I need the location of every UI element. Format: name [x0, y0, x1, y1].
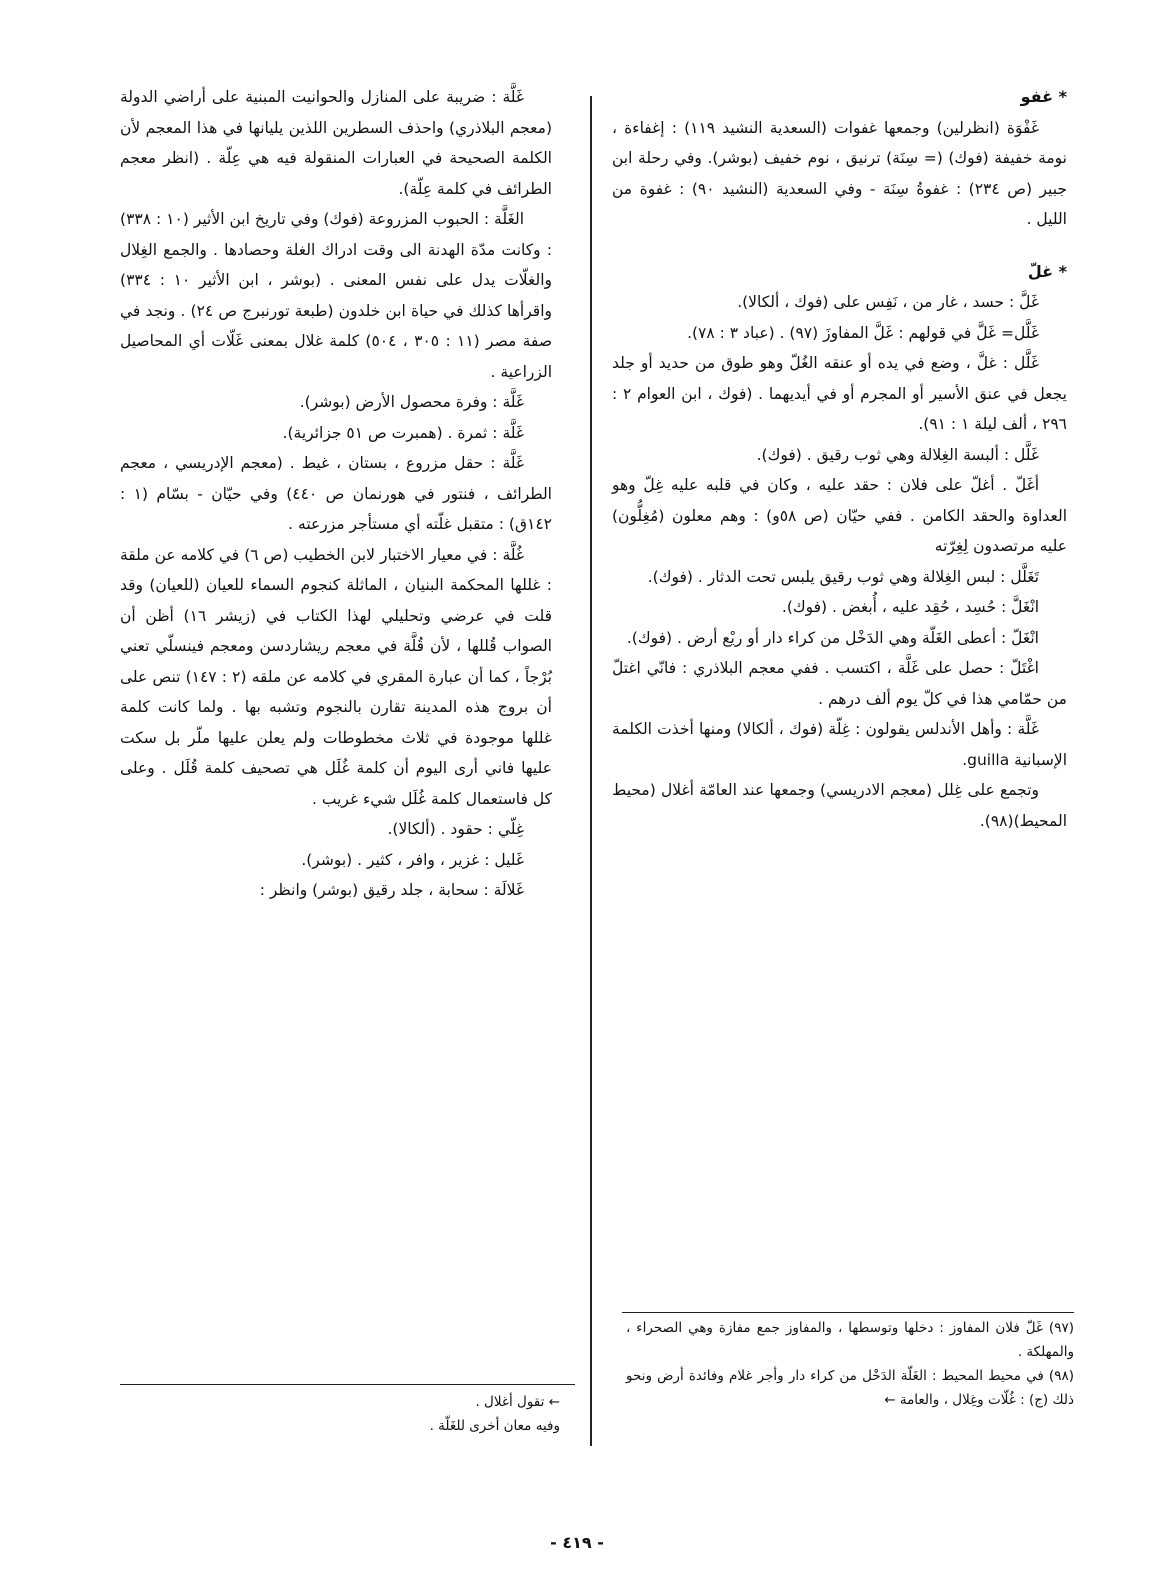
entry-ghafw-text: غَفْوَة (انظرلين) وجمعها غفوات (السعدية النشيد ١١٩) : إغفاءة ، نومة خفيفة (فوك) (= سِنَة) ترنيق ، نوم خفيف (بوشر). وفي رحلة ابن جبير (ص ٢٣٤) : غفوةُ سِنَة - وفي السعدية (النشيد ٩٠) : غفوة من الليل .: [612, 118, 1067, 228]
entry-paragraph: اغْتَلّ : حصل على غَلَّة ، اكتسب . ففي معجم البلاذري : فانّي اغتلّ من حمّامي هذا في كلّ يوم ألف درهم .: [612, 659, 1067, 708]
entry-heading-ghafw: * غفو: [1020, 87, 1067, 106]
entry-paragraph: أغَلّ . أغلّ على فلان : حقد عليه ، وكان في قلبه عليه غِلّ وهو العداوة والحقد الكامن . ففي حيّان (ص ٥٨و) : وهم معلون (مُغِلُّون) عليه مرتصدون لِغِرّته: [612, 476, 1067, 555]
footnote-98: (٩٨) في محيط المحيط : الغَلّة الدَخْل من كراء دار وأجر غلام وفائدة أرض ونحو ذلك (ج) : غُلّات وغِلال ، والعامة ←: [626, 1368, 1074, 1408]
column-divider: [590, 96, 592, 1446]
entry-paragraph: تَغَلَّل : لبس الغِلالة وهي ثوب رقيق يلبس تحت الدثار . (فوك).: [647, 567, 1039, 586]
entry-paragraph: غَلَّة : حقل مزروع ، بستان ، غيط . (معجم الإدريسي ، معجم الطرائف ، فنتور في هورنمان ص ٤٤٠) وفي حيّان - بسّام (١ : ١٤٢ق) : متقبل غلّته أي مستأجر مزرعته .: [120, 454, 552, 533]
entry-heading-ghall: * غلّ: [1027, 261, 1067, 281]
entry-paragraph: الغَلَّة : الحبوب المزروعة (فوك) وفي تاريخ ابن الأثير (١٠ : ٣٣٨) : وكانت مدّة الهدنة الى وقت ادراك الغلة وحصادها . والجمع الغِلال والغلّات يدل على نفس المعنى . (بوشر ، ابن الأثير ١٠ : ٣٣٤) واقرأها كذلك في حياة ابن خلدون (طبعة تورنبرج ص ٢٤) . ونجد في صفة مصر (١١ : ٣٠٥ ، ٥٠٤) كلمة غلال بمعنى غَلّات أي المحاصيل الزراعية .: [120, 210, 552, 381]
entry-paragraph: انْغَلّ : أعطى الغَلّة وهي الدَخْل من كراء دار أو ريْع أرض . (فوك).: [626, 628, 1039, 647]
page-number: - ٤١٩ -: [550, 1533, 604, 1552]
entry-paragraph: وتجمع على غِلل (معجم الادريسي) وجمعها عند العامّة أغلال (محيط المحيط)(٩٨).: [612, 781, 1067, 830]
footnote-continuation: وفيه معان أخرى للغَلّة .: [429, 1418, 560, 1434]
entry-paragraph: غِلّي : حقود . (ألكالا).: [387, 820, 524, 838]
entry-paragraph: غَلالَة : سحابة ، جلد رقيق (بوشر) وانظر :: [259, 881, 524, 899]
left-column: [120, 82, 552, 906]
footnote-rule-left: [120, 1384, 575, 1385]
entry-paragraph: انْغَلَّ : حُسِد ، حُقِد عليه ، أُبغض . (فوك).: [781, 598, 1039, 616]
right-column: [612, 82, 1067, 836]
entry-paragraph: غَليل : غزير ، وافر ، كثير . (بوشر).: [301, 850, 524, 869]
entry-paragraph: غَلَّ : حسد ، غار من ، نَفِس على (فوك ، ألكالا).: [737, 293, 1039, 311]
footnote-97: (٩٧) غَلّ فلان المفاوز : دخلها وتوسطها ، والمفاوز جمع مفازة وهي الصحراء ، والمهلكة .: [626, 1320, 1074, 1360]
entry-paragraph: غُلَّة : في معيار الاختبار لابن الخطيب (ص ٦) في كلامه عن ملقة : غللها المحكمة البنيان ، الماثلة كنجوم السماء للعيان (للعيان) وقد قلت في عرضي وتحليلي لهذا الكتاب في (زيشر ١٦) أظن أن الصواب قُللها ، لأن قُلَّة في معجم ريشاردسن ومعجم فينسلّي تعني بُرْجاً ، كما أن عبارة المقري في كلامه عن ملقه (٢ : ١٤٧) تنص على أن بروج هذه المدينة تقارن بالنجوم وتشبه بها . ولما كانت كلمة غللها موجودة في ثلاث مخطوطات ولم يعلن عليها ملّر بل سكت عليها فاني أرى اليوم أن كلمة غُلَل هي تصحيف كلمة قُلَل . وعلى كل فاستعمال كلمة غُلَل شيء غريب .: [120, 545, 553, 808]
entry-paragraph: غَلَّل : ألبسة الغِلالة وهي ثوب رقيق . (فوك).: [756, 445, 1039, 464]
entry-paragraph: غَلَّل= غَلَّ في قولهم : غَلَّ المفاوزَ (٩٧) . (عباد ٣ : ٧٨).: [687, 323, 1039, 342]
footnote-continuation: ← تقول أغلال .: [475, 1394, 560, 1410]
entry-paragraph: غَلَّل : غلَّ ، وضع في يده أو عنقه الغُلّ وهو طوق من حديد أو جلد يجعل في عنق الأسير أو المجرم أو في أيديهما . (فوك ، ابن العوام ٢ : ٢٩٦ ، ألف ليلة ١ : ٩١).: [612, 354, 1067, 433]
entry-paragraph: غَلَّة : ثمرة . (همبرت ص ٥١ جزائرية).: [282, 423, 524, 442]
entry-paragraph: غَلَّة : وأهل الأندلس يقولون : غِلّة (فوك ، ألكالا) ومنها أخذت الكلمة الإسبانية guilla.: [612, 720, 1067, 769]
entry-paragraph: غَلَّة : ضريبة على المنازل والحوانيت المبنية على أراضي الدولة (معجم البلاذري) واحذف السطرين اللذين يليانها في هذا المعجم لأن الكلمة الصحيحة في العبارات المنقولة فيه هي عِلّة . (انظر معجم الطرائف في كلمة عِلّة).: [120, 88, 552, 198]
footnotes-right: [626, 1316, 1074, 1412]
footnotes-left: [200, 1390, 560, 1438]
entry-paragraph: غَلَّة : وفرة محصول الأرض (بوشر).: [299, 393, 524, 411]
footnote-rule-right: [622, 1312, 1074, 1313]
